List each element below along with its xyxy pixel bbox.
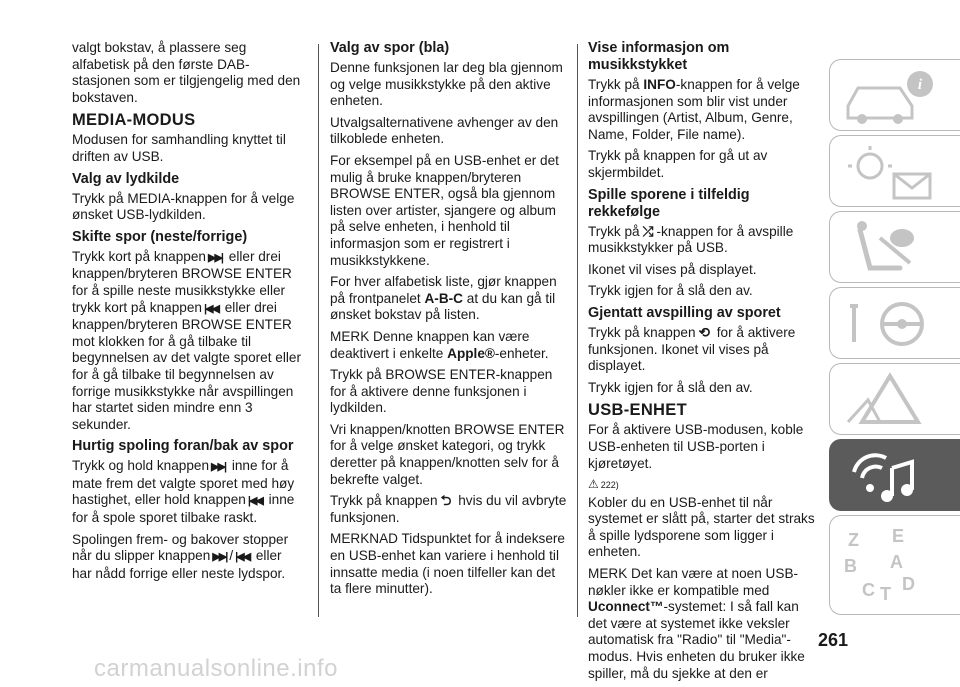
multimedia-tab[interactable] — [829, 439, 960, 511]
steering-wheel-icon — [840, 294, 940, 354]
paragraph: Ikonet vil vises på displayet. — [588, 261, 757, 277]
paragraph: Trykk på knappen for gå ut av skjermbildet. — [588, 148, 768, 180]
text: hvis du vil avbryte funksjonen. — [330, 493, 567, 525]
svg-text:i: i — [917, 77, 923, 93]
paragraph: Utvalgsalternativene avhenger av den tilkoblede enheten. — [330, 114, 559, 147]
warning-triangle-icon: ⚠ — [588, 477, 599, 492]
column-divider — [318, 44, 319, 617]
column-divider — [577, 44, 578, 617]
text: / — [229, 548, 234, 564]
paragraph — [588, 566, 820, 682]
paragraph — [588, 77, 820, 143]
abc-button-label: A-B-C — [424, 290, 463, 306]
paragraph: Trykk igjen for å slå den av. — [588, 379, 753, 395]
paragraph: Modusen for samhandling knyttet til driften av USB. — [72, 132, 286, 164]
column-2 — [330, 40, 568, 603]
emergency-tab[interactable] — [829, 363, 960, 435]
text: eller drei knappen/bryteren BROWSE ENTER for å spille neste musikkstykke eller trykk kort på knappen — [72, 248, 292, 315]
next-track-icon: ▶▶| — [211, 461, 226, 474]
svg-text:T: T — [880, 584, 891, 604]
column-1 — [72, 40, 302, 587]
seat-airbag-icon — [840, 218, 940, 278]
safety-tab[interactable] — [829, 211, 960, 283]
warning-lights-icon — [840, 142, 940, 202]
text: For hver alfabetisk liste, gjør knappen på frontpanelet — [330, 274, 557, 306]
paragraph: Vri knappen/knotten BROWSE ENTER for å velge ønsket kategori, og trykk deretter på knappen/knotten selv for å bekrefte valget. — [330, 421, 565, 487]
previous-track-icon: |◀◀ — [203, 302, 218, 315]
driving-tab[interactable] — [829, 287, 960, 359]
subheading: Hurtig spoling foran/bak av spor — [72, 438, 294, 455]
text: -systemet: I så fall kan det være at systemet ikke veksler automatisk fra "Radio" til "Media"-modus. Hvis enheten du bruker ikke spiller, må du sjekke at den er — [588, 599, 805, 681]
paragraph — [72, 532, 302, 583]
paragraph — [72, 249, 302, 434]
multimedia-music-icon — [840, 446, 940, 506]
svg-text:E: E — [892, 526, 905, 546]
chapter-index-sidebar — [829, 59, 960, 619]
car-info-tab[interactable] — [829, 59, 960, 131]
paragraph: valgt bokstav, å plassere seg alfabetisk på den første DAB-stasjonen som er tilgjengelig med den bokstaven. — [72, 40, 301, 105]
paragraph: MERKNAD Tidspunktet for å indeksere en USB-enhet kan variere i henhold til innsatte media (i noen tilfeller kan det ta flere minutter). — [330, 531, 565, 597]
paragraph — [330, 329, 568, 362]
section-heading: MEDIA-MODUS — [72, 111, 196, 130]
back-arrow-icon: ⮌ — [440, 493, 452, 509]
paragraph: For å aktivere USB-modusen, koble USB-enheten til USB-porten i kjøretøyet. — [588, 422, 804, 471]
text: eller drei knappen/bryteren BROWSE ENTER mot klokken for å gå tilbake til begynnelsen av det valgte sporet eller for å gå tilbake til begynnelsen av forrige musikkstykke når avspillingen har startet siden mindre enn 3 sekunder. — [72, 299, 301, 432]
text: Trykk og hold knappen — [72, 458, 210, 474]
page-number: 261 — [818, 630, 849, 650]
text: Trykk på — [588, 77, 640, 92]
text: at du kan gå til ønsket bokstav på listen. — [330, 290, 556, 323]
text: Trykk på — [588, 223, 640, 239]
svg-text:Z: Z — [848, 530, 859, 550]
svg-text:A: A — [890, 552, 903, 572]
watermark: carmanualsonline.info — [94, 655, 338, 682]
svg-text:C: C — [862, 580, 875, 600]
text: Trykk kort på knappen — [72, 248, 206, 264]
next-track-icon: ▶▶| — [208, 251, 222, 264]
warning-lights-tab[interactable] — [829, 135, 960, 207]
section-heading: USB-ENHET — [588, 401, 687, 420]
emergency-triangle-icon — [840, 370, 940, 430]
text: inne for å spole sporet tilbake raskt. — [72, 492, 295, 526]
info-button-label: INFO — [643, 77, 676, 92]
text: Trykk på knappen — [588, 324, 696, 340]
subheading: Valg av spor (bla) — [330, 40, 450, 56]
text: -knappen for å avspille musikkstykker på USB. — [588, 223, 794, 256]
repeat-icon: ⟲ — [698, 324, 710, 340]
column-3 — [588, 40, 820, 687]
car-info-icon — [840, 66, 940, 126]
text: MERK Det kan være at noen USB-nøkler ikke er kompatible med — [588, 566, 799, 598]
text: for å aktivere funksjonen. Ikonet vil vises på displayet. — [588, 324, 796, 374]
alphabet-index-icon — [840, 522, 940, 612]
text: MERK Denne knappen kan være deaktivert i enkelte — [330, 328, 530, 361]
next-track-icon: ▶▶| — [212, 551, 227, 564]
brand-name: Uconnect™ — [588, 599, 664, 615]
warning-reference — [588, 476, 820, 494]
text: eller har nådd forrige eller neste lydspor. — [72, 548, 286, 581]
paragraph — [588, 224, 820, 257]
subheading: Vise informasjon om musikkstykket — [588, 40, 730, 73]
paragraph — [588, 325, 820, 375]
svg-text:B: B — [844, 556, 857, 576]
subheading: Spille sporene i tilfeldig rekkefølge — [588, 186, 750, 220]
paragraph: Trykk igjen for å slå den av. — [588, 283, 753, 299]
text: inne for å mate frem det valgte sporet med høy hastighet, eller hold knappen — [72, 458, 295, 508]
text: -knappen for å velge informasjonen som blir vist under avspillingen (Artist, Album, Genre, Name, Folder, File name). — [588, 77, 800, 142]
paragraph — [72, 458, 302, 526]
shuffle-icon: ⤮ — [642, 223, 654, 239]
previous-track-icon: |◀◀ — [247, 495, 262, 508]
paragraph — [330, 274, 568, 324]
subheading: Valg av lydkilde — [72, 170, 180, 187]
text: -enheter. — [494, 345, 549, 361]
paragraph: For eksempel på en USB-enhet er det mulig å bruke knappen/bryteren BROWSE ENTER, også bla gjennom listen over artister, sjangere og album på selve enheten, i henhold til informasjon som er registrert i musikkstykkene. — [330, 152, 559, 268]
warning-number: 222) — [600, 480, 619, 491]
subheading: Skifte spor (neste/forrige) — [72, 228, 248, 245]
svg-text:D: D — [902, 574, 915, 594]
paragraph: Kobler du en USB-enhet til når systemet er slått på, starter det straks å spille lydsporene som ligger i enheten. — [588, 494, 815, 560]
subheading: Gjentatt avspilling av sporet — [588, 304, 781, 321]
paragraph: Denne funksjonen lar deg bla gjennom og velge musikkstykke på den aktive enheten. — [330, 60, 563, 109]
paragraph — [330, 493, 568, 526]
paragraph: Trykk på BROWSE ENTER-knappen for å aktivere denne funksjonen i lydkilden. — [330, 367, 553, 416]
index-tab[interactable] — [829, 515, 960, 615]
text: Spolingen frem- og bakover stopper når du slipper knappen — [72, 531, 289, 564]
brand-name: Apple® — [447, 345, 495, 361]
previous-track-icon: |◀◀ — [235, 551, 250, 564]
paragraph: Trykk på MEDIA-knappen for å velge ønsket USB-lydkilden. — [72, 190, 295, 223]
text: Trykk på knappen — [330, 493, 438, 509]
